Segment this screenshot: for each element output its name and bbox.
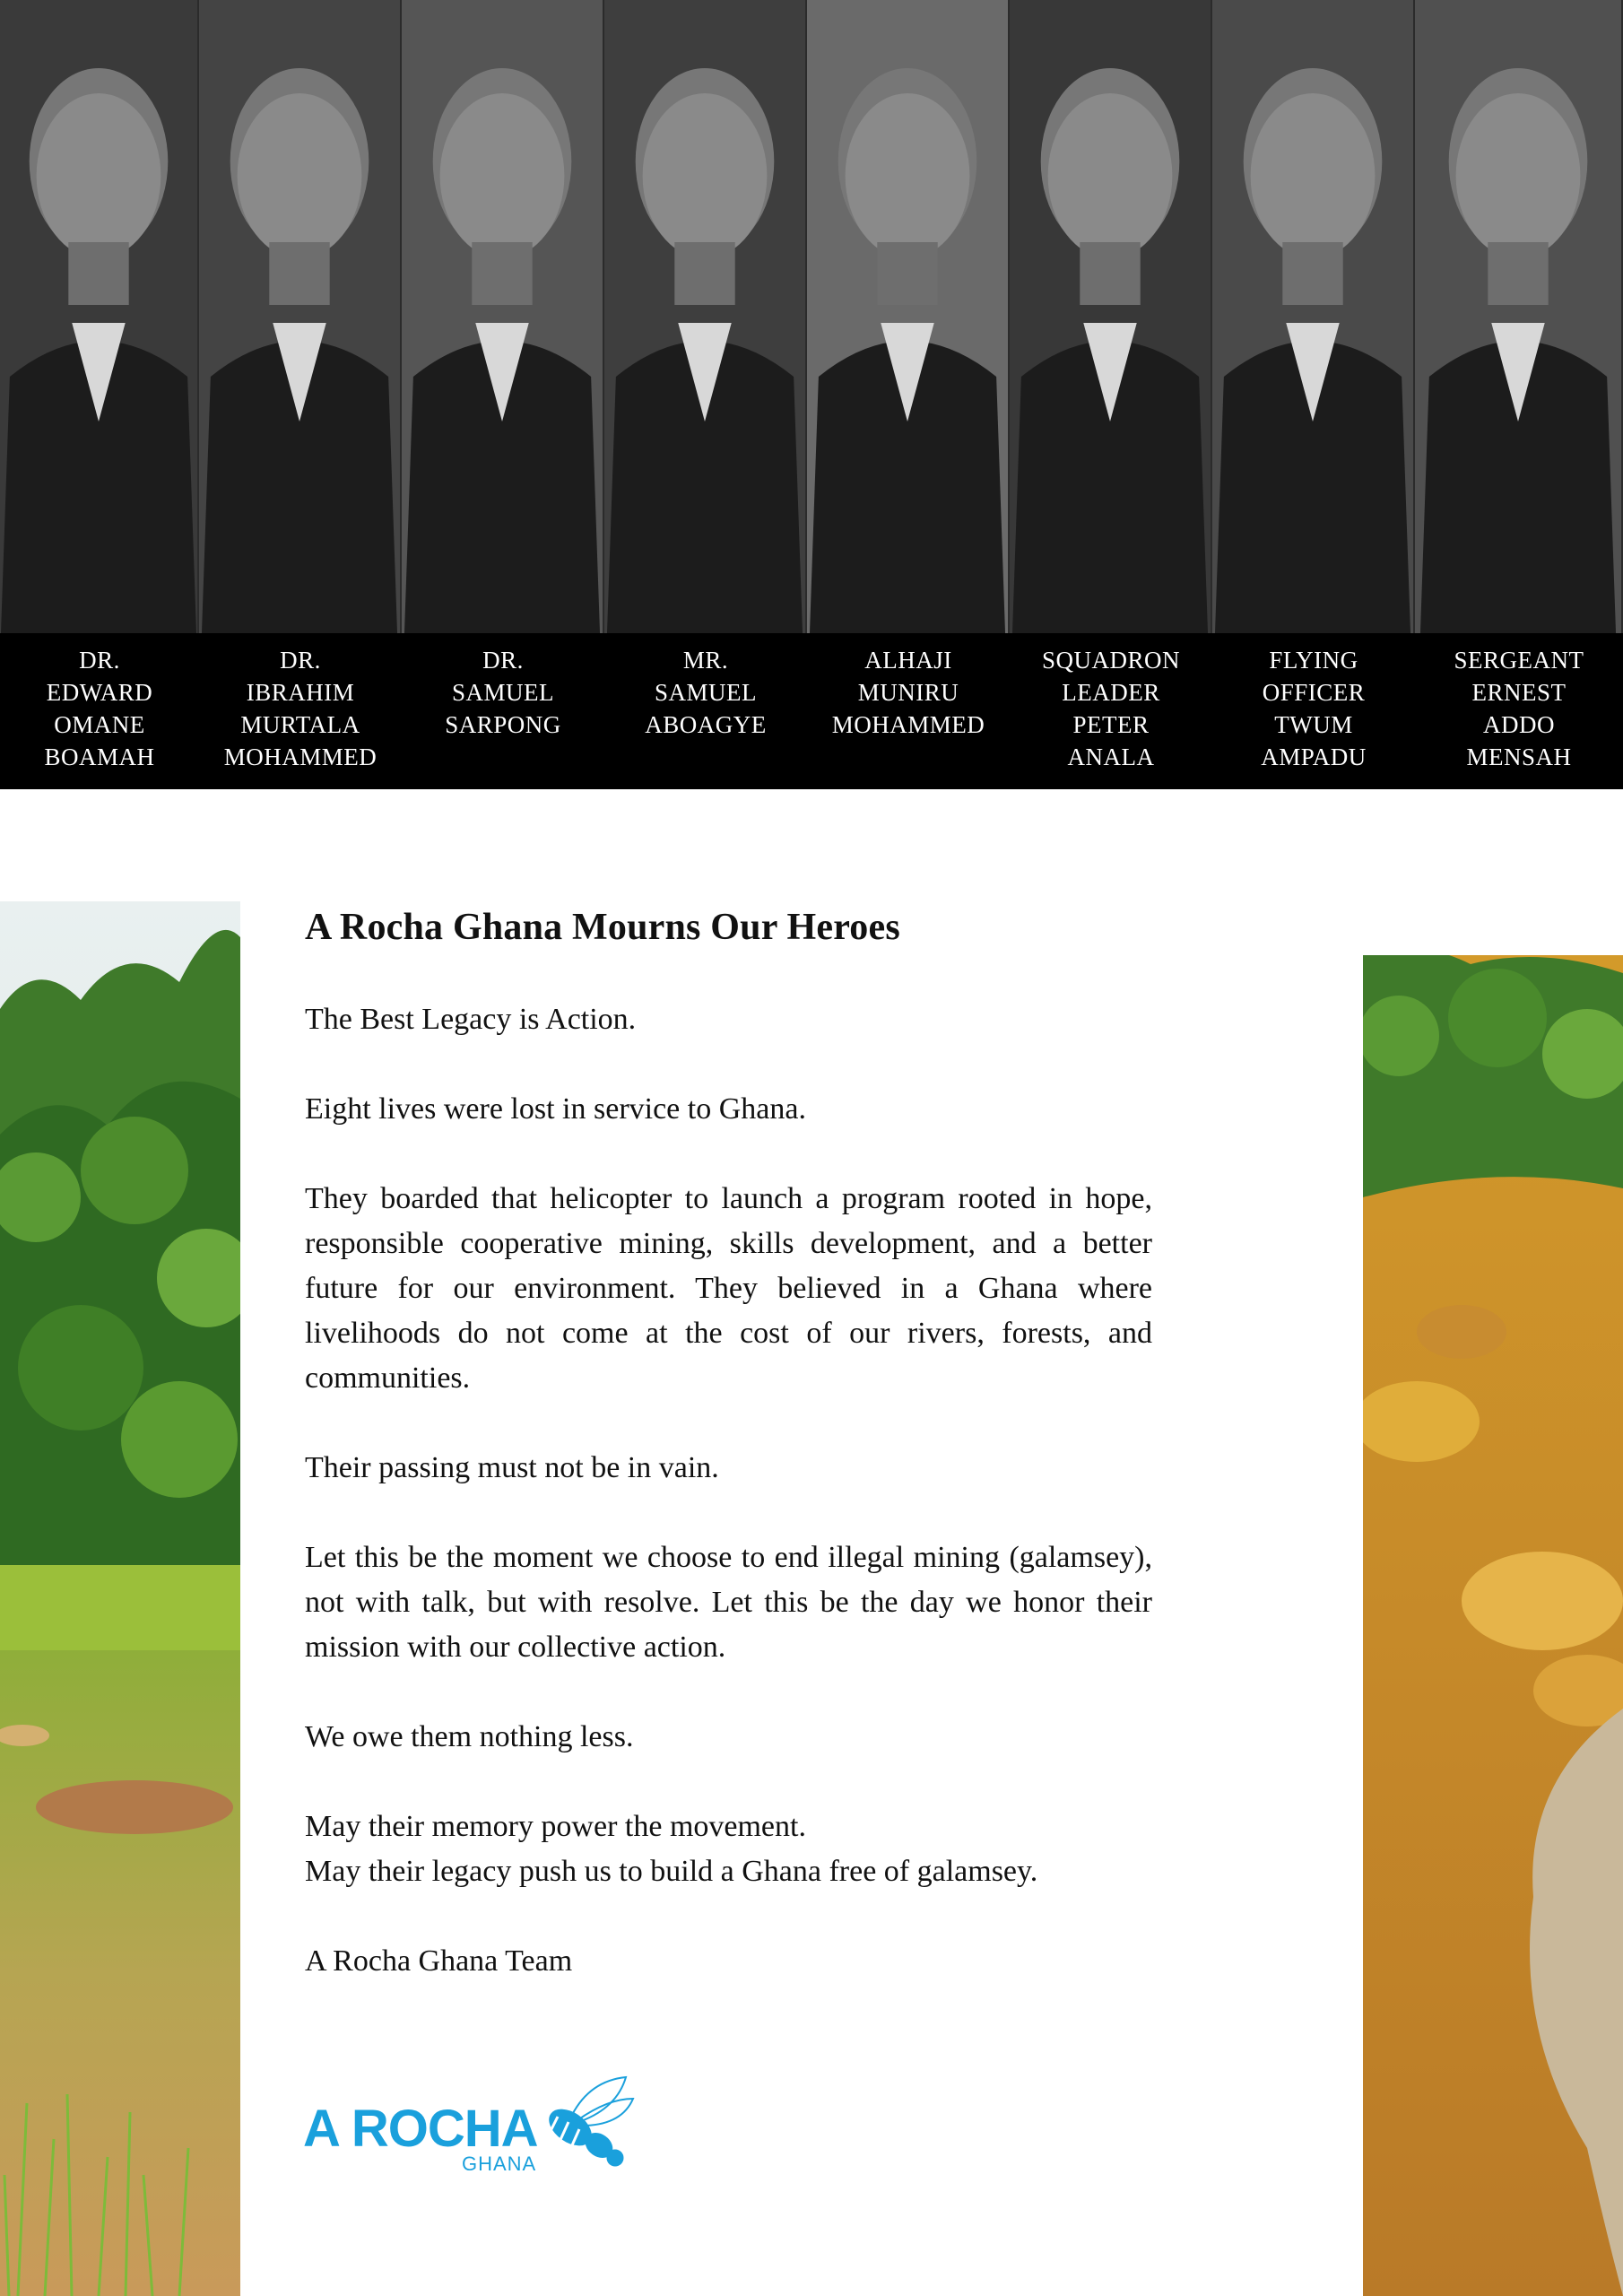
portrait-photo <box>1212 0 1415 633</box>
portrait-name <box>807 633 1010 789</box>
name-line: EDWARD <box>46 679 153 706</box>
name-line: BOAMAH <box>44 744 155 770</box>
portrait-name <box>1415 633 1623 789</box>
a-rocha-logo[interactable] <box>303 2072 644 2179</box>
name-line: MURTALA <box>240 711 360 738</box>
name-band <box>0 633 1623 789</box>
article-paragraph: Their passing must not be in vain. <box>305 1451 719 1484</box>
name-line: ABOAGYE <box>645 711 767 738</box>
article-paragraph: The Best Legacy is Action. <box>305 1003 637 1036</box>
portrait-name <box>199 633 402 789</box>
portrait-photo <box>604 0 807 633</box>
person-portrait-icon <box>1010 0 1211 633</box>
name-line: MOHAMMED <box>831 711 985 738</box>
article-paragraph: We owe them nothing less. <box>305 1720 634 1753</box>
portrait-name <box>1212 633 1415 789</box>
person-portrait-icon <box>604 0 805 633</box>
name-line: FLYING <box>1269 647 1358 674</box>
name-line: OFFICER <box>1262 679 1366 706</box>
portrait-photo <box>1415 0 1623 633</box>
name-line: DR. <box>280 647 321 674</box>
name-line: SARPONG <box>445 711 561 738</box>
portrait-strip <box>0 0 1623 633</box>
person-portrait-icon <box>199 0 400 633</box>
article <box>305 906 1152 2029</box>
portrait-photo <box>0 0 199 633</box>
logo-subtitle: GHANA <box>462 2152 537 2175</box>
article-paragraph: Let this be the moment we choose to end illegal mining (galamsey), not with talk, but with resolve. Let this be the day we honor their mission with our collective action. <box>305 1541 1152 1664</box>
portrait-name <box>0 633 199 789</box>
person-portrait-icon <box>807 0 1008 633</box>
portrait-photo <box>1010 0 1212 633</box>
closing-lines <box>305 1805 1152 1894</box>
person-portrait-icon <box>0 0 197 633</box>
article-paragraph: They boarded that helicopter to launch a program rooted in hope, responsible cooperative mining, skills development, and a better future for our environment. They believed in a Ghana where livelihoods do not come at the cost of our rivers, forests, and communities. <box>305 1182 1152 1395</box>
name-line: SAMUEL <box>451 679 554 706</box>
name-line: AMPADU <box>1261 744 1367 770</box>
name-line: ALHAJI <box>864 647 952 674</box>
name-line: DR. <box>482 647 524 674</box>
name-line: ADDO <box>1483 711 1555 738</box>
name-line: MR. <box>682 647 729 674</box>
name-line: PETER <box>1072 711 1150 738</box>
signature: A Rocha Ghana Team <box>305 1944 573 1978</box>
name-line: IBRAHIM <box>246 679 355 706</box>
forest-river-image <box>0 901 240 2296</box>
name-line: TWUM <box>1274 711 1353 738</box>
closing-line: May their legacy push us to build a Ghana free of galamsey. <box>305 1855 1038 1888</box>
name-line: SQUADRON <box>1041 647 1181 674</box>
portrait-photo <box>807 0 1010 633</box>
portrait-name <box>604 633 807 789</box>
name-line: MOHAMMED <box>223 744 378 770</box>
portrait-name <box>402 633 604 789</box>
article-title: A Rocha Ghana Mourns Our Heroes <box>305 907 900 948</box>
person-portrait-icon <box>1415 0 1621 633</box>
closing-line: May their memory power the movement. <box>305 1810 806 1843</box>
name-line: OMANE <box>54 711 145 738</box>
person-portrait-icon <box>1212 0 1413 633</box>
portrait-name <box>1010 633 1212 789</box>
person-portrait-icon <box>402 0 603 633</box>
article-body <box>305 997 1152 1760</box>
portrait-photo <box>199 0 402 633</box>
mined-earth-image <box>1363 955 1623 2296</box>
name-line: SAMUEL <box>654 679 757 706</box>
bee-icon <box>536 2072 635 2170</box>
article-paragraph: Eight lives were lost in service to Ghana. <box>305 1092 806 1126</box>
name-line: SERGEANT <box>1454 647 1584 674</box>
name-line: ANALA <box>1067 744 1155 770</box>
name-line: MENSAH <box>1466 744 1572 770</box>
logo-wordmark: A ROCHA <box>303 2100 538 2158</box>
name-line: DR. <box>79 647 120 674</box>
name-line: LEADER <box>1062 679 1160 706</box>
name-line: MUNIRU <box>857 679 959 706</box>
name-line: ERNEST <box>1471 679 1567 706</box>
portrait-photo <box>402 0 604 633</box>
